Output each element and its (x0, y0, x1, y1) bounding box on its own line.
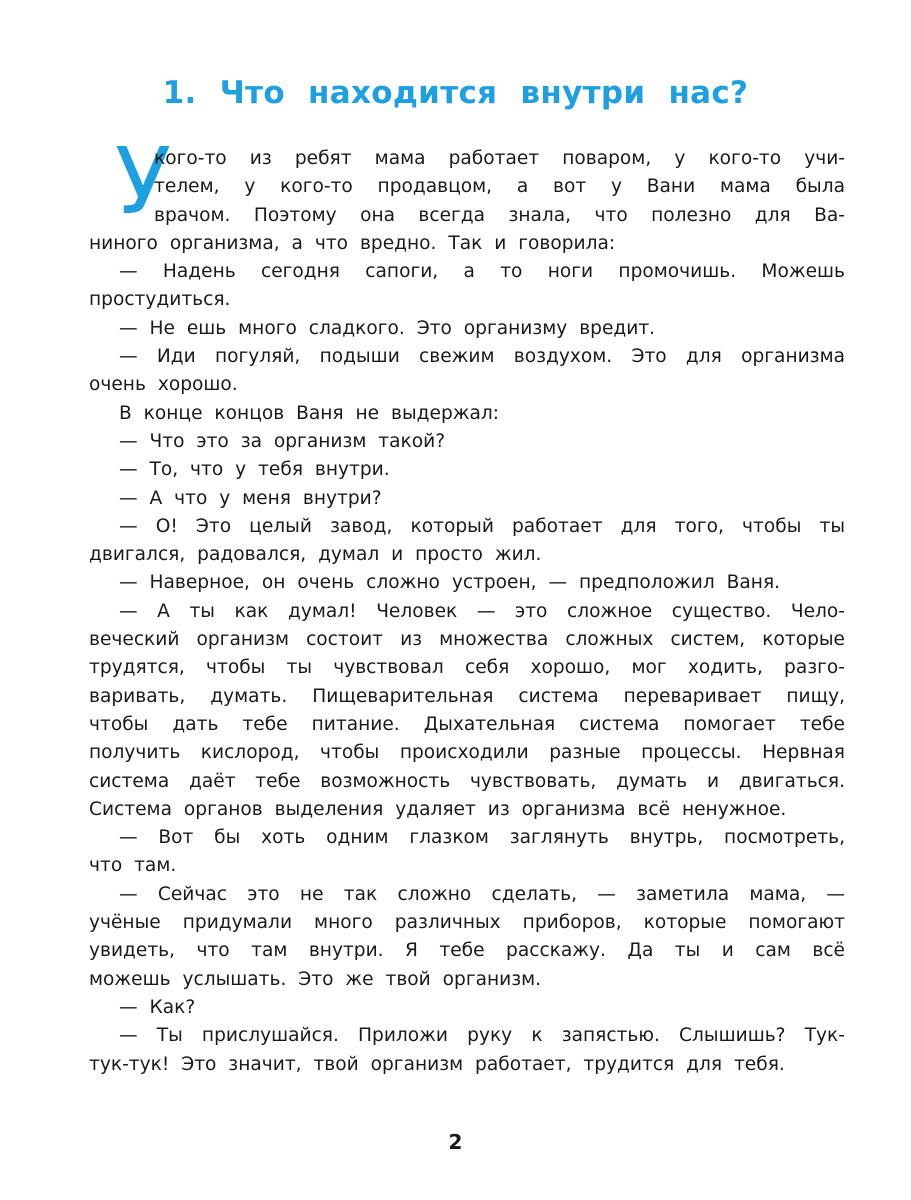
text-line: — Ты прислушайся. Приложи руку к запястью. Слышишь? Тук- (119, 1025, 845, 1047)
text-line: учёные придумали много различных приборов, которые помогают (89, 912, 845, 934)
text-line: получить кислород, чтобы происходили разные процессы. Нервная (89, 742, 845, 764)
text-line: чтобы дать тебе питание. Дыхательная система помогает тебе (89, 713, 845, 735)
text-line: — А ты как думал! Человек — это сложное существо. Чело- (119, 600, 845, 622)
text-line: двигался, радовался, думал и просто жил. (89, 544, 542, 566)
text-line: — Наверное, он очень сложно устроен, — предположил Ваня. (119, 572, 781, 594)
text-line: — Сейчас это не так сложно сделать, — заметила мама, — (119, 883, 845, 905)
text-line: увидеть, что там внутри. Я тебе расскажу. Да ты и сам всё (89, 940, 845, 962)
text-line: — Не ешь много сладкого. Это организму вредит. (119, 317, 656, 339)
text-line: ниного организма, а что вредно. Так и говорила: (89, 232, 616, 254)
chapter-title: 1. Что находится внутри нас? (162, 75, 749, 111)
text-line: можешь услышать. Это же твой организм. (89, 968, 542, 990)
text-line: телем, у кого-то продавцом, а вот у Вани мама была (154, 176, 845, 198)
text-line: Система органов выделения удаляет из организма всё ненужное. (89, 798, 787, 820)
text-line: система даёт тебе возможность чувствовать, думать и двигаться. (89, 770, 845, 792)
text-line: — Что это за организм такой? (119, 430, 446, 452)
text-line: что там. (89, 855, 177, 877)
text-line: — А что у меня внутри? (119, 487, 382, 509)
text-line: — Вот бы хоть одним глазком заглянуть внутрь, посмотреть, (119, 827, 845, 849)
text-line: трудятся, чтобы ты чувствовал себя хорошо, мог ходить, разго- (89, 657, 845, 679)
text-line: В конце концов Ваня не выдержал: (119, 402, 500, 424)
text-line: врачом. Поэтому она всегда знала, что полезно для Ва- (154, 204, 845, 226)
text-line: тук-тук! Это значит, твой организм работает, трудится для тебя. (89, 1053, 785, 1075)
text-line: — То, что у тебя внутри. (119, 459, 390, 481)
text-line: — Иди погуляй, подыши свежим воздухом. Это для организма (119, 346, 845, 368)
drop-cap-letter: У (115, 128, 172, 235)
text-line: варивать, думать. Пищеварительная система переваривает пищу, (89, 685, 845, 707)
body-text (89, 145, 845, 1079)
text-line: очень хорошо. (89, 374, 238, 396)
page-number: 2 (448, 1130, 463, 1154)
text-line: простудиться. (89, 289, 231, 311)
text-line: — О! Это целый завод, который работает для того, чтобы ты (119, 515, 845, 537)
text-line: кого-то из ребят мама работает поваром, у кого-то учи- (154, 148, 845, 169)
text-line: веческий организм состоит из множества сложных систем, которые (89, 629, 845, 651)
text-line: — Как? (119, 996, 196, 1018)
text-line: — Надень сегодня сапоги, а то ноги промочишь. Можешь (119, 261, 845, 283)
